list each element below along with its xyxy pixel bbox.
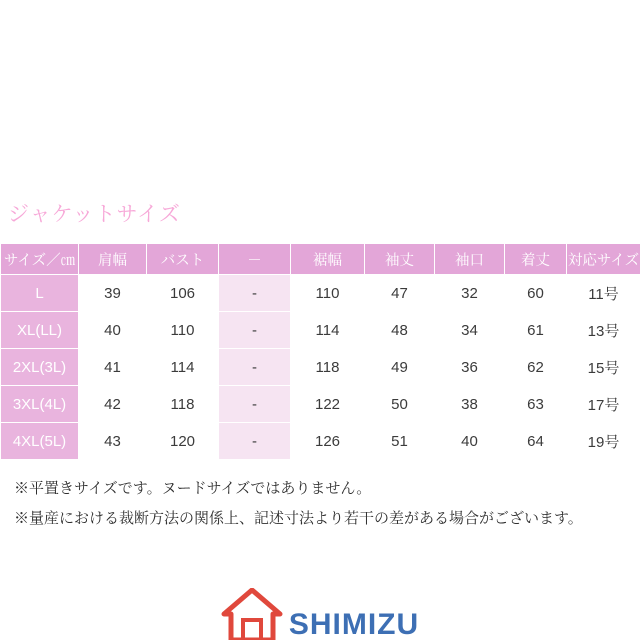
table-cell: 126 xyxy=(291,423,365,460)
table-cell: 41 xyxy=(79,349,147,386)
table-cell: 62 xyxy=(505,349,567,386)
table-cell: 17号 xyxy=(567,386,640,423)
table-cell: 32 xyxy=(435,275,505,312)
table-row xyxy=(1,423,640,460)
house-icon xyxy=(221,588,283,640)
table-cell: 51 xyxy=(365,423,435,460)
table-cell: 38 xyxy=(435,386,505,423)
table-header-cell: － xyxy=(219,244,291,275)
table-cell: - xyxy=(219,423,291,460)
table-header-cell: 対応サイズ xyxy=(567,244,640,275)
table-cell: 114 xyxy=(147,349,219,386)
table-cell: 63 xyxy=(505,386,567,423)
table-row xyxy=(1,349,640,386)
row-size-label: 2XL(3L) xyxy=(1,349,79,386)
table-cell: 118 xyxy=(147,386,219,423)
table-cell: - xyxy=(219,275,291,312)
table-cell: 40 xyxy=(435,423,505,460)
table-cell: 64 xyxy=(505,423,567,460)
table-cell: 15号 xyxy=(567,349,640,386)
row-size-label: XL(LL) xyxy=(1,312,79,349)
note-line: ※平置きサイズです。ヌードサイズではありません。 xyxy=(14,480,372,497)
table-cell: 106 xyxy=(147,275,219,312)
table-cell: 122 xyxy=(291,386,365,423)
table-cell: 47 xyxy=(365,275,435,312)
table-cell: 42 xyxy=(79,386,147,423)
table-cell: 34 xyxy=(435,312,505,349)
table-header-cell: 着丈 xyxy=(505,244,567,275)
table-row xyxy=(1,386,640,423)
table-row xyxy=(1,275,640,312)
table-cell: 110 xyxy=(147,312,219,349)
table-cell: 39 xyxy=(79,275,147,312)
table-cell: - xyxy=(219,349,291,386)
table-cell: 118 xyxy=(291,349,365,386)
table-cell: 11号 xyxy=(567,275,640,312)
table-cell: - xyxy=(219,386,291,423)
notes-block xyxy=(14,474,626,534)
table-cell: 19号 xyxy=(567,423,640,460)
brand-logo xyxy=(170,576,470,640)
table-header-cell: サイズ／㎝ xyxy=(1,244,79,275)
table-header-cell: 肩幅 xyxy=(79,244,147,275)
table-header-cell: 袖丈 xyxy=(365,244,435,275)
table-header-row xyxy=(1,244,640,275)
table-cell: 43 xyxy=(79,423,147,460)
table-cell: 13号 xyxy=(567,312,640,349)
table-header-cell: バスト xyxy=(147,244,219,275)
table-cell: 120 xyxy=(147,423,219,460)
table-cell: 50 xyxy=(365,386,435,423)
table-cell: - xyxy=(219,312,291,349)
page-title: ジャケットサイズ xyxy=(8,203,181,226)
row-size-label: 3XL(4L) xyxy=(1,386,79,423)
row-size-label: L xyxy=(1,275,79,312)
table-cell: 110 xyxy=(291,275,365,312)
table-cell: 61 xyxy=(505,312,567,349)
size-table-container xyxy=(0,243,640,460)
table-row xyxy=(1,312,640,349)
table-header-cell: 袖口 xyxy=(435,244,505,275)
table-cell: 49 xyxy=(365,349,435,386)
row-size-label: 4XL(5L) xyxy=(1,423,79,460)
note-line: ※量産における裁断方法の関係上、記述寸法より若干の差がある場合がございます。 xyxy=(14,510,583,527)
logo-text: SHIMIZU xyxy=(288,608,420,640)
table-cell: 36 xyxy=(435,349,505,386)
table-cell: 114 xyxy=(291,312,365,349)
table-cell: 48 xyxy=(365,312,435,349)
table-header-cell: 裾幅 xyxy=(291,244,365,275)
size-table xyxy=(0,243,640,460)
table-cell: 60 xyxy=(505,275,567,312)
table-cell: 40 xyxy=(79,312,147,349)
